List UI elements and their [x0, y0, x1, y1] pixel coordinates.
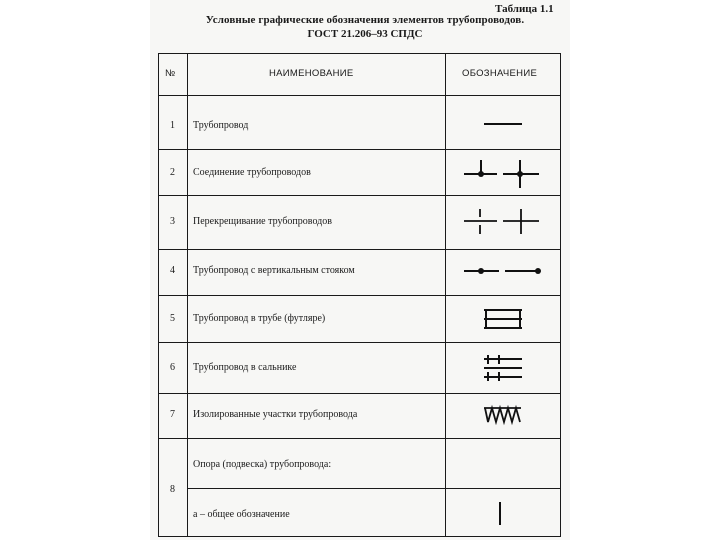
- row-number: 4: [170, 265, 175, 276]
- row-divider: [159, 149, 560, 150]
- header-name: НАИМЕНОВАНИЕ: [269, 68, 354, 79]
- row-divider: [159, 438, 560, 439]
- pipe-in-casing-icon: [479, 305, 529, 333]
- symbols-table: [158, 53, 561, 537]
- pipeline-junction-icon: [459, 154, 549, 194]
- row-number: 6: [170, 362, 175, 373]
- row-divider: [159, 195, 560, 196]
- row-number: 7: [170, 409, 175, 420]
- pipeline-crossing-icon: [459, 204, 549, 244]
- header-symbol: ОБОЗНАЧЕНИЕ: [462, 68, 538, 79]
- row-divider: [159, 295, 560, 296]
- table-standard: ГОСТ 21.206–93 СПДС: [307, 28, 423, 40]
- pipe-in-gland-icon: [479, 352, 529, 384]
- vertical-riser-icon: [459, 261, 549, 281]
- row-name: Трубопровод: [193, 120, 249, 131]
- row-divider: [187, 488, 560, 489]
- insulated-section-icon: [481, 404, 527, 426]
- row-name: Трубопровод в трубе (футляре): [193, 313, 326, 324]
- row-number: 2: [170, 167, 175, 178]
- row-name: Трубопровод в сальнике: [193, 362, 297, 373]
- row-name: Опора (подвеска) трубопровода:: [193, 459, 332, 470]
- row-name: Изолированные участки трубопровода: [193, 409, 358, 420]
- row-divider: [159, 393, 560, 394]
- row-divider: [159, 95, 560, 96]
- table-title: Условные графические обозначения элементов трубопроводов.: [205, 14, 525, 26]
- row-name: Перекрещивание трубопроводов: [193, 216, 332, 227]
- row-number: 3: [170, 216, 175, 227]
- row-name: Трубопровод с вертикальным стояком: [193, 265, 355, 276]
- support-general-icon: [494, 499, 506, 529]
- pipeline-line-icon: [479, 114, 529, 134]
- row-number: 8: [170, 484, 175, 495]
- row-number: 5: [170, 313, 175, 324]
- row-divider: [159, 342, 560, 343]
- table-number: Таблица 1.1: [495, 3, 554, 15]
- header-number: №: [165, 68, 176, 79]
- row-sub-name: а – общее обозначение: [193, 509, 290, 520]
- row-name: Соединение трубопроводов: [193, 167, 311, 178]
- row-divider: [159, 249, 560, 250]
- row-number: 1: [170, 120, 175, 131]
